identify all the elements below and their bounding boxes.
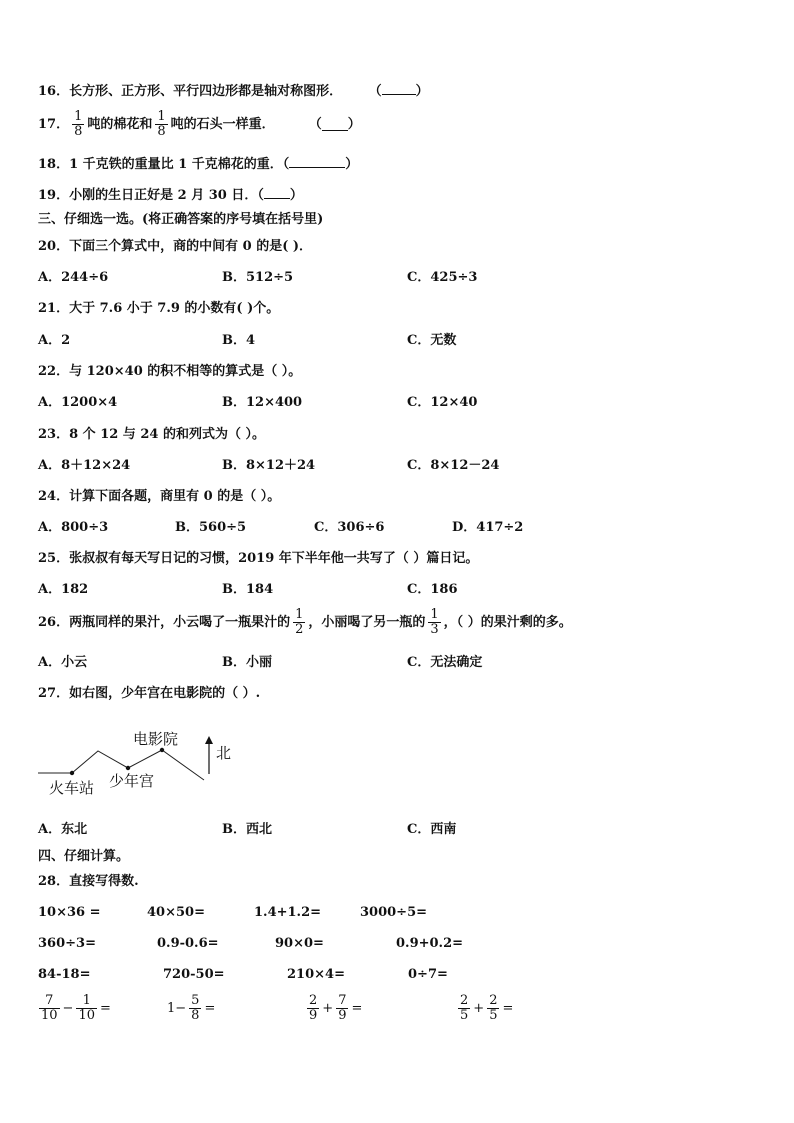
youth-palace-dot xyxy=(126,766,130,770)
q16-text: 16．长方形、正方形、平行四边形都是轴对称图形． xyxy=(38,84,343,99)
option-a[interactable]: A．1200×4 xyxy=(38,395,118,410)
option-b[interactable]: B．8×12＋24 xyxy=(222,458,316,473)
option-c[interactable]: C．无数 xyxy=(407,333,457,348)
calc-item: 360÷3= xyxy=(38,936,96,951)
option-a[interactable]: A．小云 xyxy=(38,655,88,670)
calc-item: 10×36 = xyxy=(38,905,101,920)
station-label: 火车站 xyxy=(49,779,95,797)
option-a[interactable]: A．182 xyxy=(38,582,89,597)
fraction: $\frac{1}{8}$ xyxy=(157,109,166,139)
question-26: 26．两瓶同样的果汁，小云喝了一瓶果汁的 $\frac{1}{2}$ ，小丽喝了另一瓶的 $\frac{1}{3}$ ，（ ）的果汁剩的多。 xyxy=(38,607,572,637)
calc-item: 720-50= xyxy=(163,967,225,982)
question-22: 22．与 120×40 的积不相等的算式是（ ）。 xyxy=(38,364,302,379)
answer-blank[interactable] xyxy=(382,82,416,95)
option-b[interactable]: B．560÷5 xyxy=(175,520,247,535)
section-4-heading: 四、仔细计算。 xyxy=(38,849,130,864)
calc-item: 0.9+0.2= xyxy=(396,936,464,951)
answer-blank[interactable] xyxy=(322,118,348,131)
option-a[interactable]: A．东北 xyxy=(38,822,88,837)
calc-item: 40×50= xyxy=(147,905,205,920)
calc-item: 84-18= xyxy=(38,967,91,982)
calc-item: 3000÷5= xyxy=(360,905,428,920)
fraction-calc-2: 1− $\frac{5}{8}$ = xyxy=(167,993,216,1023)
option-c[interactable]: C．186 xyxy=(407,582,458,597)
question-20: 20．下面三个算式中，商的中间有 0 的是( )． xyxy=(38,239,313,254)
question-21: 21．大于 7.6 小于 7.9 的小数有( )个。 xyxy=(38,301,280,316)
question-19: 19．小刚的生日正好是 2 月 30 日．（ ） xyxy=(38,188,303,203)
question-27: 27．如右图，少年宫在电影院的（ ）. xyxy=(38,686,261,701)
option-a[interactable]: A．8＋12×24 xyxy=(38,458,131,473)
answer-blank[interactable] xyxy=(289,155,345,168)
option-b[interactable]: B．小丽 xyxy=(222,655,272,670)
question-16: 16．长方形、正方形、平行四边形都是轴对称图形． （ ） xyxy=(38,84,429,99)
fraction-calc-1: $\frac{7}{10}$ − $\frac{1}{10}$ = xyxy=(41,993,111,1023)
direction-map xyxy=(36,722,246,804)
calc-item: 0.9-0.6= xyxy=(157,936,219,951)
option-b[interactable]: B．4 xyxy=(222,333,256,348)
calc-item: 90×0= xyxy=(275,936,324,951)
fraction: $\frac{1}{2}$ xyxy=(295,607,304,637)
cinema-dot xyxy=(160,748,164,752)
option-a[interactable]: A．2 xyxy=(38,333,71,348)
fraction: $\frac{1}{3}$ xyxy=(430,607,439,637)
option-d[interactable]: D．417÷2 xyxy=(452,520,524,535)
option-c[interactable]: C．306÷6 xyxy=(314,520,385,535)
option-c[interactable]: C．西南 xyxy=(407,822,457,837)
calc-item: 0÷7= xyxy=(408,967,448,982)
calc-item: 210×4= xyxy=(287,967,345,982)
cinema-label: 电影院 xyxy=(133,730,179,748)
option-b[interactable]: B．512÷5 xyxy=(222,270,294,285)
option-c[interactable]: C．425÷3 xyxy=(407,270,478,285)
calc-item: 1.4+1.2= xyxy=(254,905,322,920)
fraction: $\frac{1}{8}$ xyxy=(74,109,83,139)
question-28: 28．直接写得数. xyxy=(38,874,139,889)
fraction-calc-3: $\frac{2}{9}$ + $\frac{7}{9}$ = xyxy=(309,993,363,1023)
question-18: 18．1 千克铁的重量比 1 千克棉花的重．（ ） xyxy=(38,157,359,172)
station-dot xyxy=(70,771,74,775)
question-17: 17． $\frac{1}{8}$ 吨的棉花和 $\frac{1}{8}$ 吨的石头一样重． （ ） xyxy=(38,109,361,139)
option-a[interactable]: A．244÷6 xyxy=(38,270,109,285)
answer-blank[interactable] xyxy=(264,186,290,199)
north-arrow-icon xyxy=(205,736,213,744)
question-25: 25．张叔叔有每天写日记的习惯，2019 年下半年他一共写了（ ）篇日记。 xyxy=(38,551,479,566)
option-b[interactable]: B．西北 xyxy=(222,822,272,837)
option-c[interactable]: C．8×12－24 xyxy=(407,458,500,473)
option-b[interactable]: B．184 xyxy=(222,582,274,597)
youth-palace-label: 少年宫 xyxy=(109,772,155,790)
option-b[interactable]: B．12×400 xyxy=(222,395,303,410)
option-c[interactable]: C．12×40 xyxy=(407,395,478,410)
question-23: 23．8 个 12 与 24 的和列式为（ ）。 xyxy=(38,427,265,442)
question-24: 24．计算下面各题，商里有 0 的是（ ）。 xyxy=(38,489,281,504)
option-a[interactable]: A．800÷3 xyxy=(38,520,109,535)
option-c[interactable]: C．无法确定 xyxy=(407,655,483,670)
section-3-heading: 三、仔细选一选。(将正确答案的序号填在括号里) xyxy=(38,212,324,227)
fraction-calc-4: $\frac{2}{5}$ + $\frac{2}{5}$ = xyxy=(460,993,514,1023)
north-label: 北 xyxy=(216,744,232,762)
